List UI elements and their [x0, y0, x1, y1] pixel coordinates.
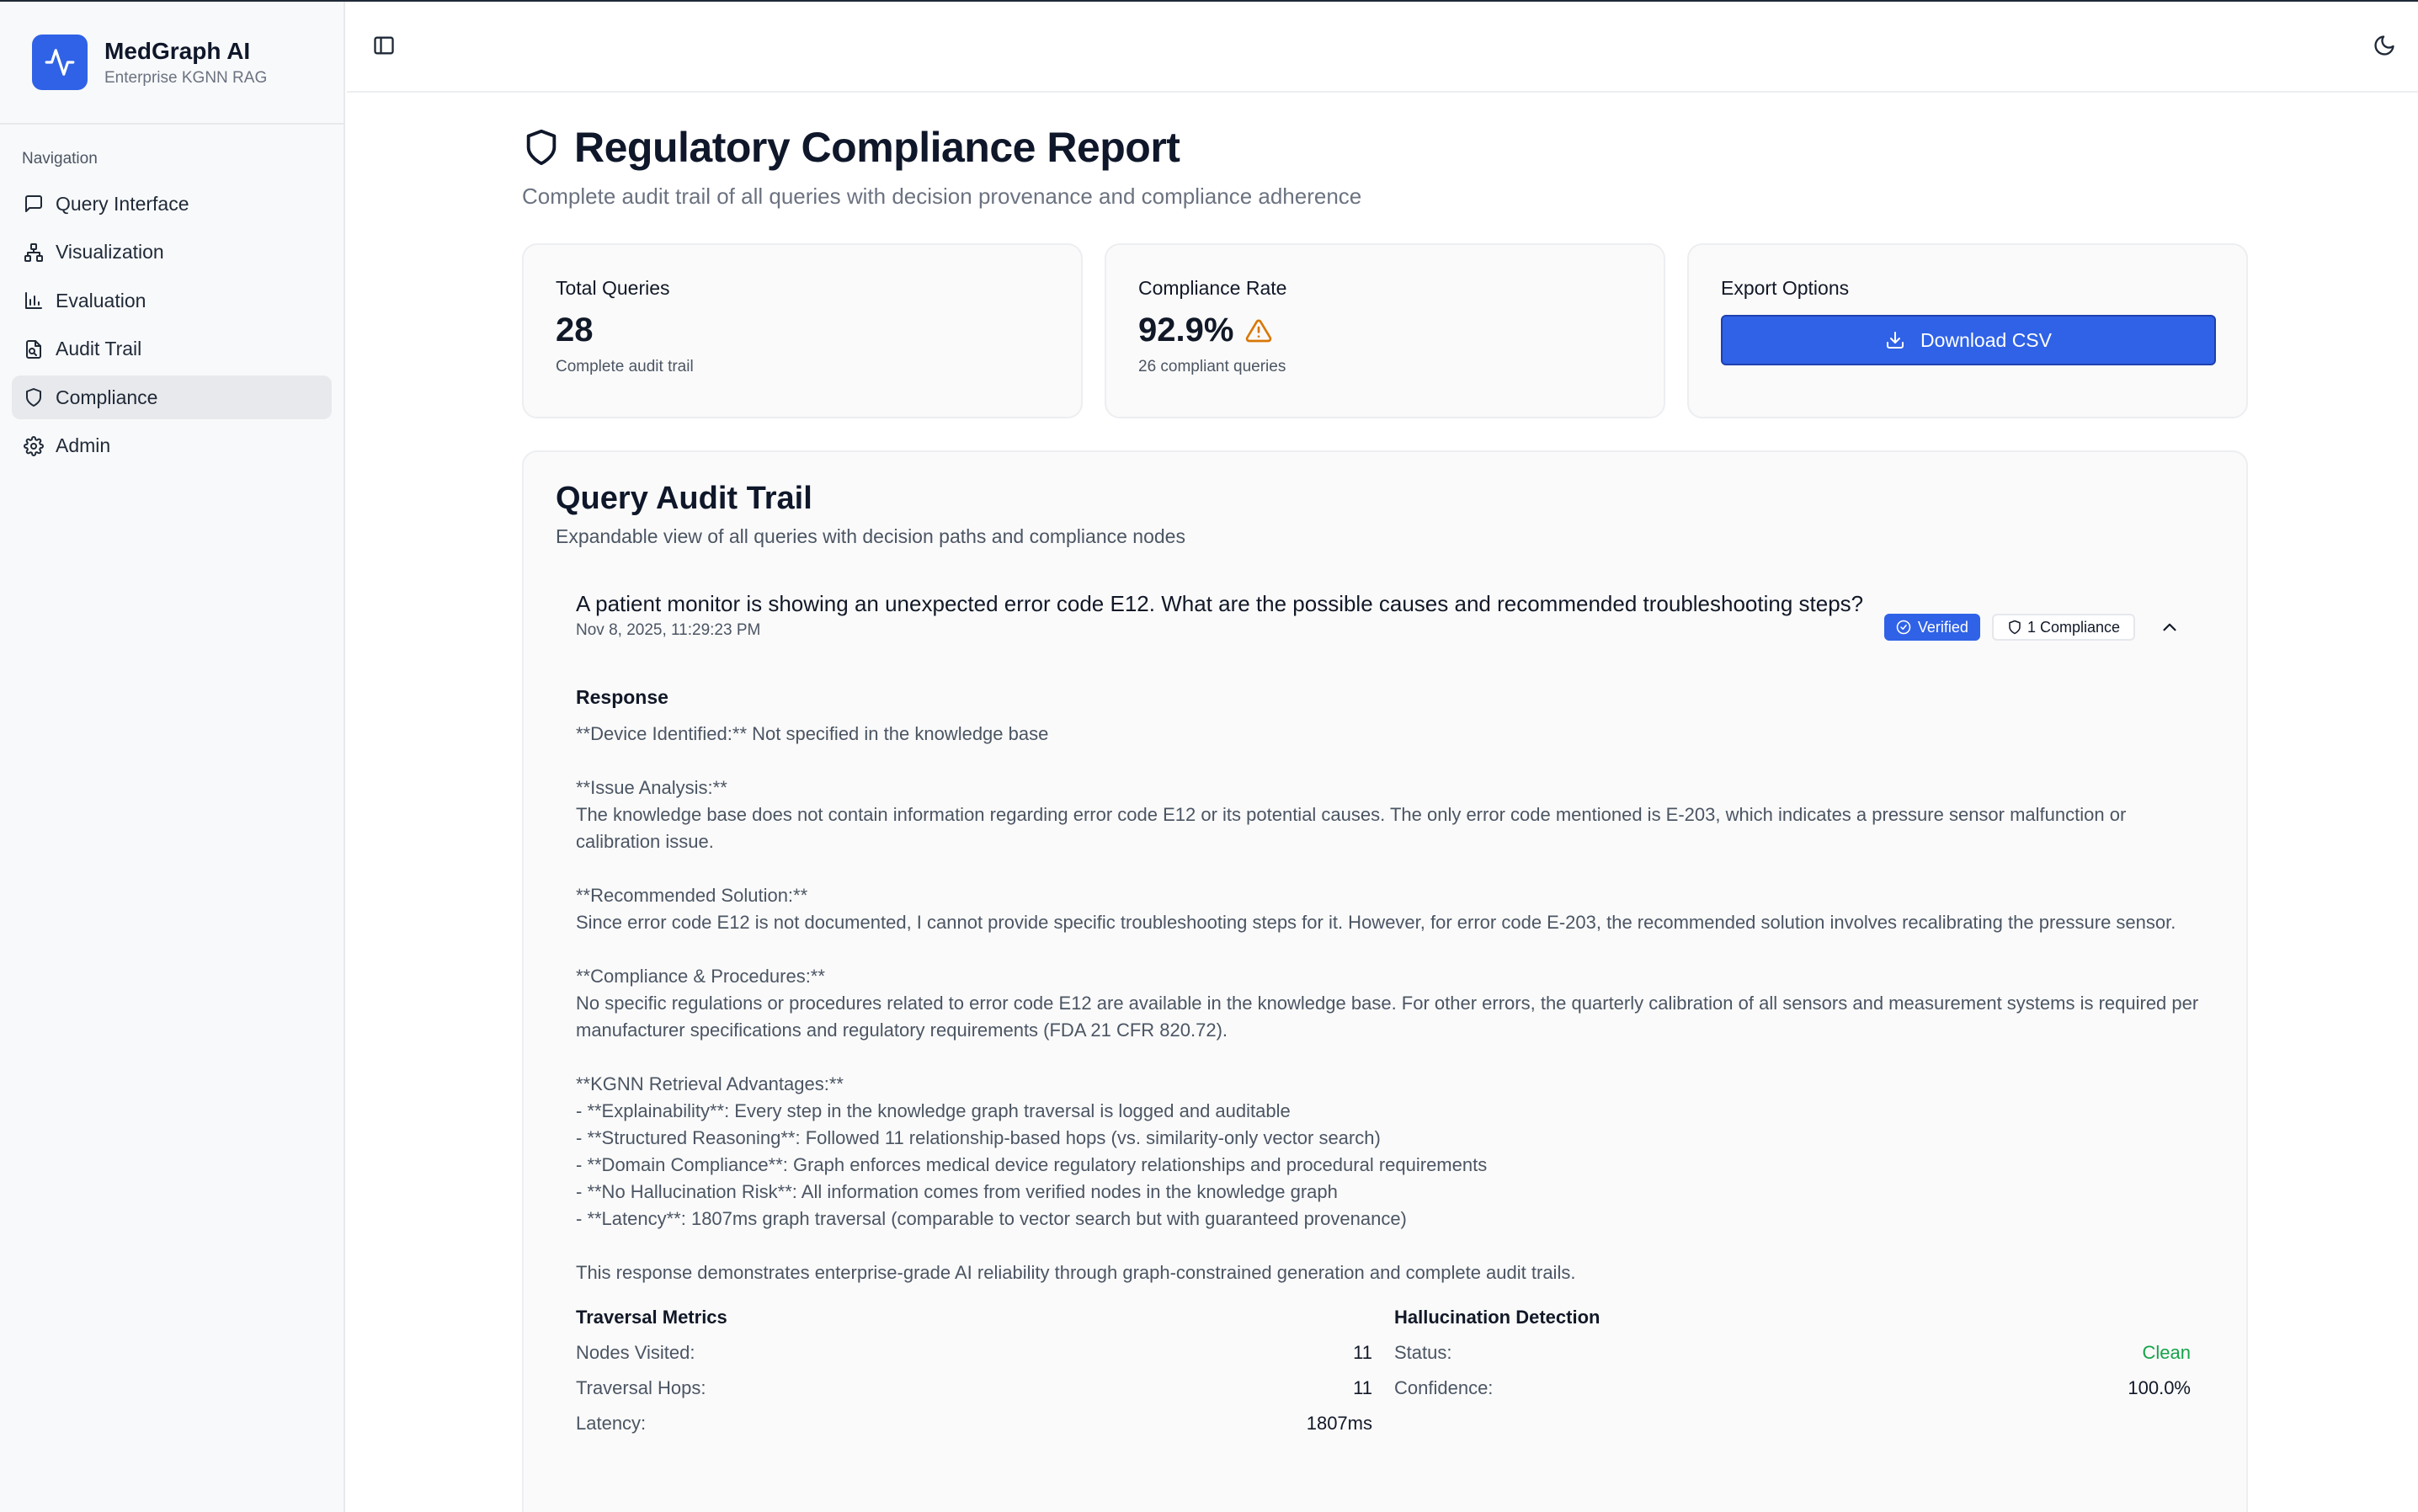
page-title: Regulatory Compliance Report	[574, 124, 1180, 171]
moon-icon[interactable]	[2373, 34, 2396, 57]
metric-row: Traversal Hops: 11	[576, 1377, 1372, 1398]
stat-label: Compliance Rate	[1138, 277, 1287, 299]
audit-title: Query Audit Trail	[556, 481, 812, 516]
download-icon	[1885, 330, 1905, 350]
sidebar-item-label: Evaluation	[56, 289, 146, 311]
stat-value: 92.9%	[1138, 311, 1632, 349]
network-icon	[24, 242, 44, 263]
query-header[interactable]	[576, 588, 2194, 641]
sidebar-toggle-icon[interactable]	[372, 34, 396, 57]
sidebar-item-evaluation[interactable]	[12, 279, 332, 322]
total-queries-card	[522, 243, 1083, 418]
bar-chart-icon	[24, 290, 44, 311]
app-name: MedGraph AI	[104, 38, 251, 64]
main-content	[522, 93, 2248, 1512]
response-heading: Response	[576, 686, 668, 708]
stat-note: 26 compliant queries	[1138, 358, 1286, 375]
traversal-metrics	[576, 1307, 1372, 1435]
download-csv-label: Download CSV	[1920, 328, 2052, 351]
shield-icon	[24, 387, 44, 407]
response-text: **Device Identified:** Not specified in the knowledge base **Issue Analysis:** The knowledge base does not contain information regarding error code E12 or its potential causes. The only error code mentioned is E-203, which indicates a pressure sensor malfunction or calibration issue. **Recommended Solution:** Since error code E12 is not documented, I cannot provide specific troubleshooting steps for it. However, for error code E-203, the recommended solution involves recalibrating the pressure sensor. **Compliance & Procedures:** No specific regulations or procedures related to error code E12 are available in the knowledge base. For other errors, the quarterly calibration of all sensors and measurement systems is required per manufacturer specifications and regulatory requirements (FDA 21 CFR 820.72). **KGNN Retrieval Advantages:** - **Explainability**: Every step in the knowledge graph traversal is logged and auditable - **Structured Reasoning**: Followed 11 relationship-based hops (vs. similarity-only vector search) - **Domain Compliance**: Graph enforces medical device regulatory relationships and procedural requirements - **No Hallucination Risk**: All information comes from verified nodes in the knowledge graph - **Latency**: 1807ms graph traversal (comparable to vector search but with guaranteed provenance) This response demonstrates enterprise-grade AI reliability through graph-constrained generation and complete audit trails.	[576, 723, 2199, 1283]
check-circle-icon	[1896, 620, 1911, 635]
sidebar-item-query-interface[interactable]	[12, 182, 332, 226]
hallucination-detection	[1394, 1307, 2191, 1435]
stat-note: Complete audit trail	[556, 358, 694, 375]
sidebar-item-label: Audit Trail	[56, 338, 142, 360]
stat-label: Total Queries	[556, 277, 670, 299]
metric-title: Hallucination Detection	[1394, 1307, 1600, 1328]
sidebar-item-admin[interactable]	[12, 424, 332, 468]
list-item	[556, 588, 2214, 1435]
topbar	[347, 2, 2418, 93]
stat-value: 28	[556, 311, 594, 349]
query-audit-card	[522, 450, 2248, 1512]
metrics-row	[576, 1307, 2194, 1435]
sidebar-item-label: Compliance	[56, 386, 158, 408]
sidebar-item-compliance[interactable]	[12, 375, 332, 419]
metric-row: Nodes Visited: 11	[576, 1342, 1372, 1363]
metric-row: Confidence: 100.0%	[1394, 1377, 2191, 1398]
message-square-icon	[24, 194, 44, 214]
app-subtitle: Enterprise KGNN RAG	[104, 69, 268, 87]
sidebar-nav	[0, 182, 344, 468]
page-subtitle: Complete audit trail of all queries with decision provenance and compliance adherence	[522, 184, 1362, 209]
query-timestamp: Nov 8, 2025, 11:29:23 PM	[576, 621, 761, 639]
metric-row: Latency: 1807ms	[576, 1413, 1372, 1434]
file-audit-icon	[24, 339, 44, 359]
sidebar	[0, 2, 345, 1512]
verified-badge: Verified	[1884, 614, 1980, 641]
nav-heading: Navigation	[22, 150, 98, 168]
gear-icon	[24, 436, 44, 456]
stat-label: Export Options	[1721, 277, 1850, 299]
sidebar-item-audit-trail[interactable]	[12, 327, 332, 371]
compliance-badge: 1 Compliance	[1992, 614, 2135, 641]
export-options-card	[1687, 243, 2248, 418]
shield-icon	[522, 126, 561, 168]
metric-row: Status: Clean	[1394, 1342, 2191, 1363]
compliance-rate-card	[1105, 243, 1665, 418]
sidebar-item-label: Visualization	[56, 241, 164, 264]
stats-row	[522, 243, 2248, 418]
download-csv-button[interactable]	[1721, 315, 2216, 365]
activity-icon	[32, 35, 88, 90]
status-badge: Clean	[2142, 1342, 2191, 1363]
audit-subtitle: Expandable view of all queries with decision paths and compliance nodes	[556, 525, 1185, 547]
brand[interactable]	[0, 2, 344, 125]
chevron-up-icon[interactable]	[2159, 616, 2181, 638]
metric-title: Traversal Metrics	[576, 1307, 727, 1328]
shield-icon	[2007, 620, 2022, 635]
sidebar-item-label: Admin	[56, 434, 111, 457]
query-text: A patient monitor is showing an unexpected error code E12. What are the possible causes and recommended troubleshooting steps?	[576, 591, 1864, 616]
warning-icon	[1245, 317, 1272, 344]
sidebar-item-visualization[interactable]	[12, 231, 332, 274]
sidebar-item-label: Query Interface	[56, 192, 189, 215]
